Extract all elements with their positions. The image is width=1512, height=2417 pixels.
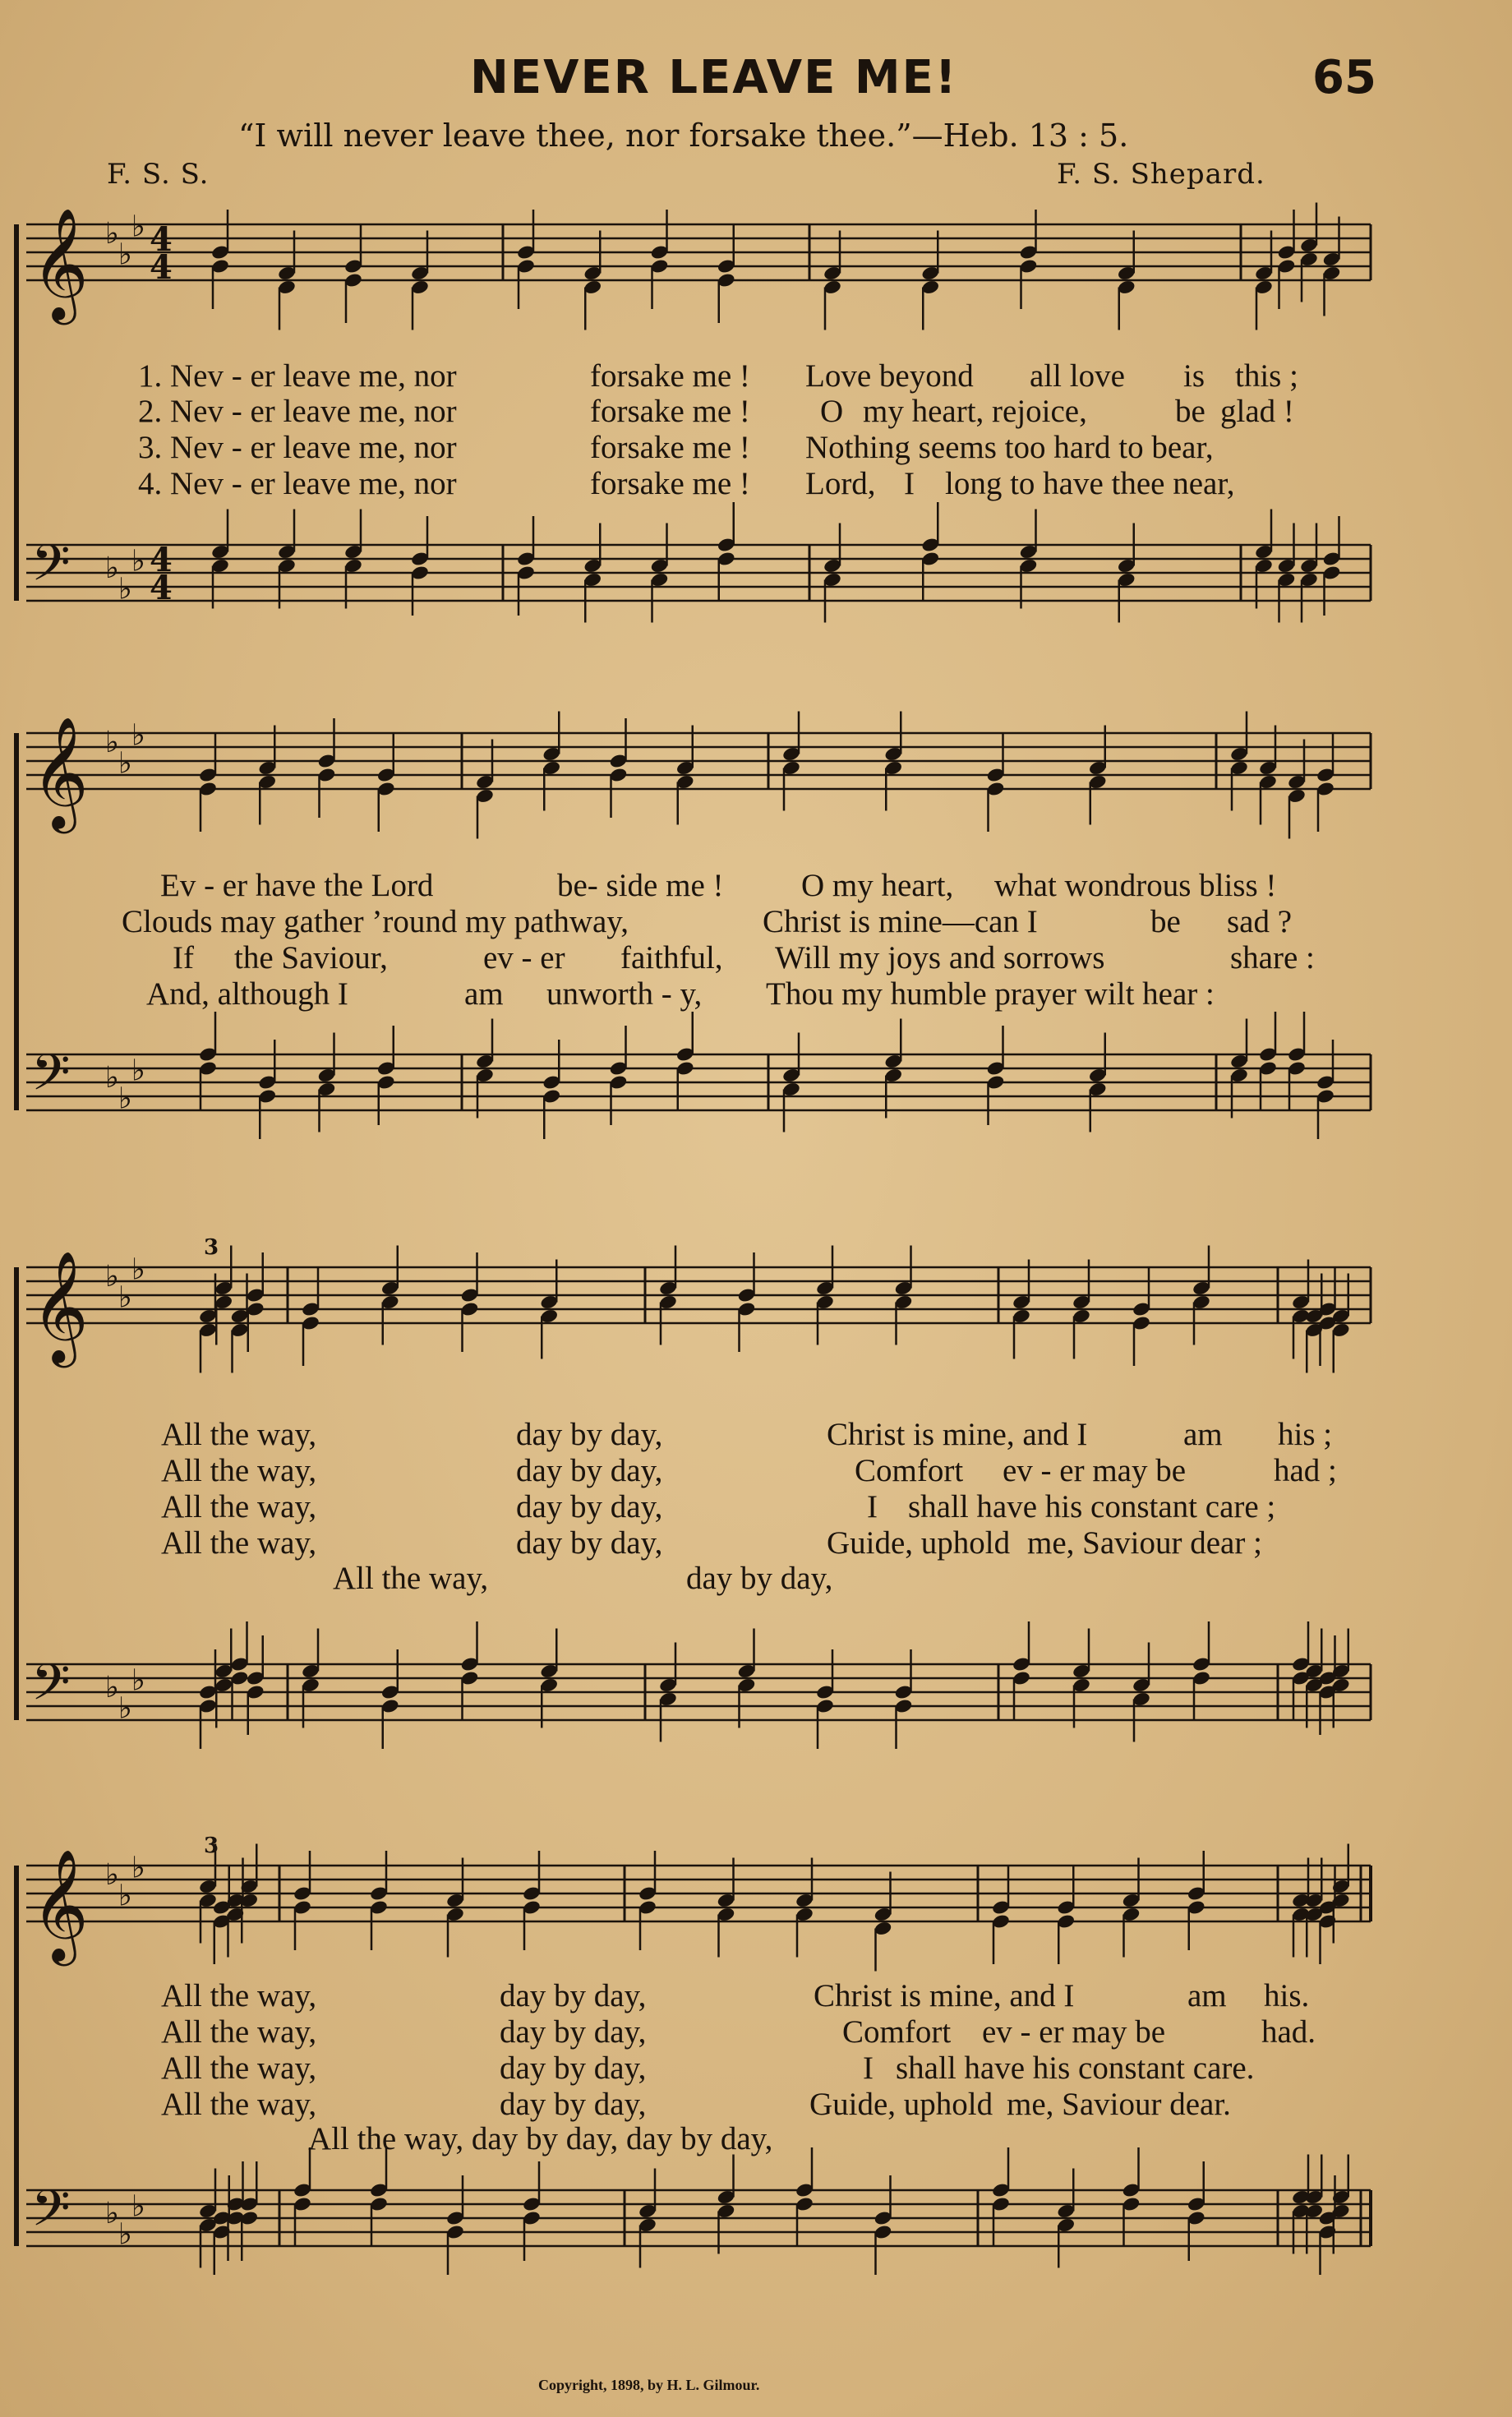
lyric: All the way, bbox=[161, 2050, 317, 2086]
lyric: If bbox=[173, 940, 194, 976]
flat-sign: ♭ bbox=[105, 1061, 119, 1095]
bass-clef: 𝄢 bbox=[31, 1654, 71, 1724]
lyric: Guide, uphold bbox=[827, 1525, 1011, 1561]
flat-sign: ♭ bbox=[105, 1260, 119, 1294]
lyric: All the way, bbox=[161, 1489, 317, 1524]
bass-clef: 𝄢 bbox=[31, 534, 71, 605]
lyric: be bbox=[1175, 394, 1205, 429]
lyric: had ; bbox=[1274, 1453, 1337, 1488]
lyric: me, Saviour dear. bbox=[1007, 2087, 1231, 2122]
lyric: ev - er may be bbox=[982, 2014, 1166, 2050]
lyric: sad ? bbox=[1227, 904, 1293, 939]
flat-sign: ♭ bbox=[105, 2197, 119, 2230]
triplet-mark: 3 bbox=[204, 1235, 219, 1260]
lyric: Christ is mine—can I bbox=[763, 904, 1038, 939]
flat-sign: ♭ bbox=[131, 718, 145, 753]
lyric: Christ is mine, and I bbox=[814, 1978, 1075, 2013]
bass-lyric: All the way, day by day, day by day, bbox=[308, 2121, 773, 2156]
scripture-epigraph: “I will never leave thee, nor forsake thee.”—Heb. 13 : 5. bbox=[238, 118, 1129, 154]
lyric: am bbox=[464, 976, 504, 1012]
flat-sign: ♭ bbox=[105, 551, 119, 585]
bass-lyric: All the way, bbox=[333, 1561, 489, 1596]
flat-sign: ♭ bbox=[131, 1851, 145, 1885]
lyric: be bbox=[1150, 904, 1181, 939]
words-credit: F. S. S. bbox=[107, 158, 210, 191]
lyric: my heart, rejoice, bbox=[863, 394, 1087, 429]
hymn-title: NEVER LEAVE ME! bbox=[470, 51, 958, 104]
lyric: forsake me ! bbox=[590, 394, 750, 429]
lyric: Nev - er leave me, nor bbox=[170, 466, 457, 501]
flat-sign: ♭ bbox=[118, 2217, 132, 2252]
triplet-mark: 3 bbox=[204, 1834, 219, 1858]
treble-clef: 𝄞 bbox=[31, 1249, 89, 1363]
lyric: me, Saviour dear ; bbox=[1027, 1525, 1262, 1561]
lyric: All the way, bbox=[161, 2087, 317, 2122]
lyric: his ; bbox=[1278, 1417, 1333, 1452]
flat-sign: ♭ bbox=[131, 1663, 145, 1698]
flat-sign: ♭ bbox=[118, 746, 132, 781]
lyric: long to have thee near, bbox=[945, 466, 1235, 501]
page-number: 65 bbox=[1312, 51, 1376, 104]
lyric: shall have his constant care ; bbox=[908, 1489, 1276, 1524]
lyric: glad ! bbox=[1220, 394, 1294, 429]
lyric: Clouds may gather ’round my pathway, bbox=[122, 904, 629, 939]
time-signature-top: 4 bbox=[150, 541, 173, 579]
lyric: And, although I bbox=[146, 976, 348, 1012]
lyric: all love bbox=[1030, 358, 1125, 394]
lyric: I bbox=[904, 466, 915, 501]
lyric: Lord, bbox=[805, 466, 876, 501]
lyric: day by day, bbox=[500, 2050, 647, 2086]
lyric: All the way, bbox=[161, 1978, 317, 2013]
lyric: Love beyond bbox=[805, 358, 974, 394]
verse-number: 1. bbox=[138, 358, 163, 394]
lyric: All the way, bbox=[161, 1417, 317, 1452]
lyric: share : bbox=[1230, 940, 1315, 976]
verse-number: 2. bbox=[138, 394, 163, 429]
copyright-notice: Copyright, 1898, by H. L. Gilmour. bbox=[538, 2377, 760, 2393]
flat-sign: ♭ bbox=[105, 726, 119, 759]
bass-lyric: day by day, bbox=[686, 1561, 833, 1596]
lyric: had. bbox=[1261, 2014, 1316, 2050]
verse-number: 4. bbox=[138, 466, 163, 501]
lyric: what wondrous bliss ! bbox=[994, 868, 1277, 903]
lyric: day by day, bbox=[516, 1489, 663, 1524]
lyric: day by day, bbox=[500, 1978, 647, 2013]
treble-clef: 𝄞 bbox=[31, 715, 89, 828]
lyric: All the way, bbox=[161, 2014, 317, 2050]
lyric: forsake me ! bbox=[590, 430, 750, 465]
lyric: Nev - er leave me, nor bbox=[170, 394, 457, 429]
lyric: forsake me ! bbox=[590, 466, 750, 501]
lyric: be- side me ! bbox=[557, 868, 724, 903]
lyric: I bbox=[867, 1489, 878, 1524]
lyric: faithful, bbox=[620, 940, 723, 976]
flat-sign: ♭ bbox=[118, 1280, 132, 1315]
flat-sign: ♭ bbox=[118, 1691, 132, 1726]
lyric: Guide, uphold bbox=[809, 2087, 993, 2122]
lyric: I bbox=[863, 2050, 874, 2086]
lyric: O my heart, bbox=[801, 868, 954, 903]
time-signature-top: 4 bbox=[150, 220, 173, 259]
lyric: is bbox=[1183, 358, 1205, 394]
lyric: Nev - er leave me, nor bbox=[170, 430, 457, 465]
flat-sign: ♭ bbox=[105, 1858, 119, 1892]
lyric: Nothing seems too hard to bear, bbox=[805, 430, 1214, 465]
flat-sign: ♭ bbox=[131, 210, 145, 244]
lyric: day by day, bbox=[500, 2087, 647, 2122]
lyric: unworth - y, bbox=[546, 976, 703, 1012]
time-signature-bottom: 4 bbox=[150, 569, 173, 607]
lyric: day by day, bbox=[516, 1417, 663, 1452]
time-signature-bottom: 4 bbox=[150, 248, 173, 287]
lyric: Comfort bbox=[842, 2014, 952, 2050]
lyric: the Saviour, bbox=[234, 940, 388, 976]
flat-sign: ♭ bbox=[118, 238, 132, 272]
lyric: day by day, bbox=[516, 1525, 663, 1561]
flat-sign: ♭ bbox=[105, 217, 119, 251]
flat-sign: ♭ bbox=[131, 1252, 145, 1287]
flat-sign: ♭ bbox=[118, 572, 132, 607]
lyric: am bbox=[1187, 1978, 1227, 2013]
lyric: Thou my humble prayer wilt hear : bbox=[766, 976, 1215, 1012]
bass-clef: 𝄢 bbox=[31, 2179, 71, 2250]
lyric: ev - er bbox=[483, 940, 565, 976]
lyric: Comfort bbox=[855, 1453, 964, 1488]
lyric: O bbox=[820, 394, 844, 429]
lyric: forsake me ! bbox=[590, 358, 750, 394]
lyric: All the way, bbox=[161, 1453, 317, 1488]
lyric: Will my joys and sorrows bbox=[775, 940, 1105, 976]
lyric: his. bbox=[1264, 1978, 1310, 2013]
flat-sign: ♭ bbox=[131, 544, 145, 579]
lyric: shall have his constant care. bbox=[896, 2050, 1255, 2086]
lyric: day by day, bbox=[516, 1453, 663, 1488]
lyric: this ; bbox=[1235, 358, 1298, 394]
treble-clef: 𝄞 bbox=[31, 1847, 89, 1961]
lyric: day by day, bbox=[500, 2014, 647, 2050]
flat-sign: ♭ bbox=[105, 1671, 119, 1704]
flat-sign: ♭ bbox=[131, 2189, 145, 2224]
music-credit: F. S. Shepard. bbox=[1057, 158, 1265, 191]
verse-number: 3. bbox=[138, 430, 163, 465]
lyric: Ev - er have the Lord bbox=[160, 868, 434, 903]
treble-clef: 𝄞 bbox=[31, 206, 89, 320]
flat-sign: ♭ bbox=[118, 1879, 132, 1913]
lyric: All the way, bbox=[161, 1525, 317, 1561]
lyric: Nev - er leave me, nor bbox=[170, 358, 457, 394]
flat-sign: ♭ bbox=[131, 1054, 145, 1088]
bass-clef: 𝄢 bbox=[31, 1044, 71, 1114]
lyric: ev - er may be bbox=[1003, 1453, 1187, 1488]
lyric: am bbox=[1183, 1417, 1223, 1452]
lyric: Christ is mine, and I bbox=[827, 1417, 1088, 1452]
flat-sign: ♭ bbox=[118, 1082, 132, 1116]
